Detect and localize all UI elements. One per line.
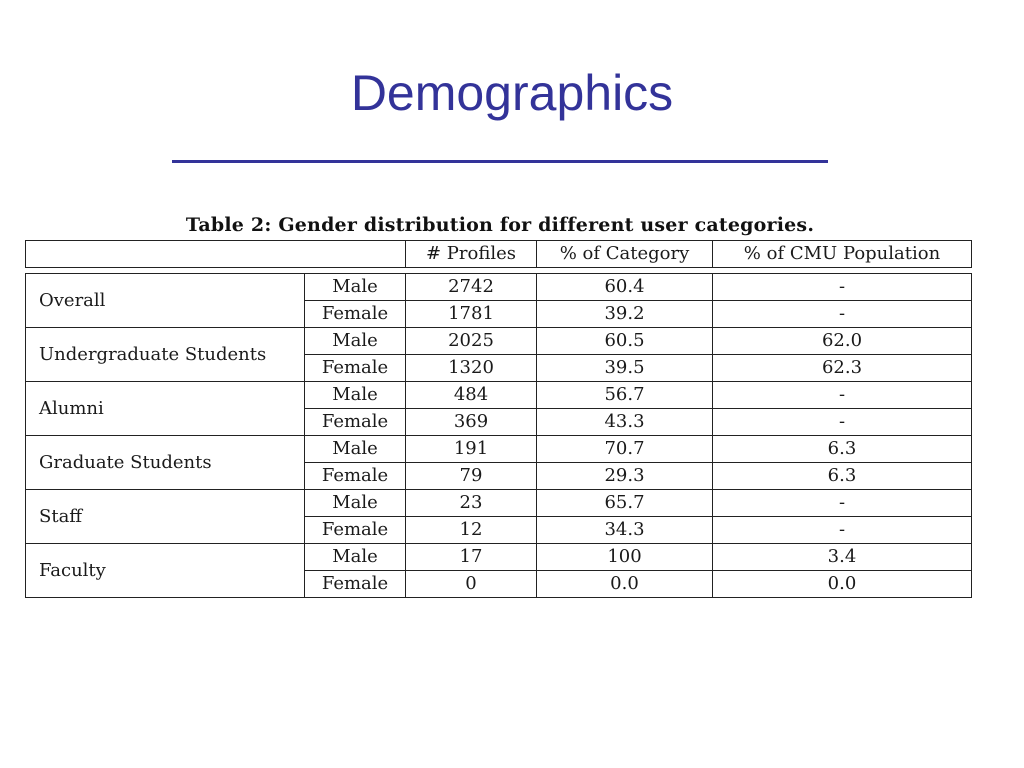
pct-category-cell: 43.3 (537, 409, 713, 436)
header-empty (26, 241, 406, 268)
gender-cell: Female (305, 355, 406, 382)
profiles-cell: 17 (406, 544, 537, 571)
table-row (26, 544, 972, 571)
header-pct-cmu: % of CMU Population (713, 241, 972, 268)
profiles-cell: 12 (406, 517, 537, 544)
profiles-cell: 79 (406, 463, 537, 490)
pct-cmu-cell: 0.0 (713, 571, 972, 598)
profiles-cell: 23 (406, 490, 537, 517)
title-underline (172, 160, 828, 163)
profiles-cell: 0 (406, 571, 537, 598)
pct-cmu-cell: - (713, 274, 972, 301)
table-row (26, 436, 972, 463)
pct-cmu-cell: - (713, 409, 972, 436)
pct-cmu-cell: - (713, 490, 972, 517)
profiles-cell: 1781 (406, 301, 537, 328)
category-cell: Alumni (26, 382, 305, 436)
header-pct-category: % of Category (537, 241, 713, 268)
pct-cmu-cell: 6.3 (713, 463, 972, 490)
pct-category-cell: 100 (537, 544, 713, 571)
pct-cmu-cell: 62.3 (713, 355, 972, 382)
category-cell: Graduate Students (26, 436, 305, 490)
pct-category-cell: 0.0 (537, 571, 713, 598)
pct-cmu-cell: 62.0 (713, 328, 972, 355)
gender-cell: Female (305, 517, 406, 544)
table-body (26, 274, 972, 598)
pct-category-cell: 39.2 (537, 301, 713, 328)
gender-cell: Male (305, 436, 406, 463)
table-caption: Table 2: Gender distribution for different user categories. (185, 214, 815, 236)
pct-category-cell: 29.3 (537, 463, 713, 490)
table-row (26, 490, 972, 517)
gender-cell: Male (305, 544, 406, 571)
profiles-cell: 1320 (406, 355, 537, 382)
gender-cell: Male (305, 490, 406, 517)
profiles-cell: 484 (406, 382, 537, 409)
gender-cell: Female (305, 301, 406, 328)
pct-category-cell: 56.7 (537, 382, 713, 409)
gender-cell: Male (305, 274, 406, 301)
category-cell: Overall (26, 274, 305, 328)
profiles-cell: 369 (406, 409, 537, 436)
gender-cell: Male (305, 328, 406, 355)
pct-category-cell: 34.3 (537, 517, 713, 544)
header-profiles: # Profiles (406, 241, 537, 268)
pct-cmu-cell: 6.3 (713, 436, 972, 463)
header-row (26, 241, 972, 268)
pct-category-cell: 39.5 (537, 355, 713, 382)
pct-cmu-cell: - (713, 382, 972, 409)
gender-cell: Female (305, 463, 406, 490)
pct-cmu-cell: - (713, 517, 972, 544)
profiles-cell: 2742 (406, 274, 537, 301)
data-table (25, 273, 972, 598)
pct-cmu-cell: 3.4 (713, 544, 972, 571)
gender-cell: Male (305, 382, 406, 409)
gender-cell: Female (305, 409, 406, 436)
pct-cmu-cell: - (713, 301, 972, 328)
pct-category-cell: 60.5 (537, 328, 713, 355)
table-row (26, 382, 972, 409)
category-cell: Faculty (26, 544, 305, 598)
gender-cell: Female (305, 571, 406, 598)
table-row (26, 328, 972, 355)
pct-category-cell: 70.7 (537, 436, 713, 463)
page-title: Demographics (350, 65, 674, 121)
profiles-cell: 2025 (406, 328, 537, 355)
table-row (26, 274, 972, 301)
pct-category-cell: 60.4 (537, 274, 713, 301)
pct-category-cell: 65.7 (537, 490, 713, 517)
category-cell: Undergraduate Students (26, 328, 305, 382)
profiles-cell: 191 (406, 436, 537, 463)
table-header (25, 240, 972, 268)
category-cell: Staff (26, 490, 305, 544)
